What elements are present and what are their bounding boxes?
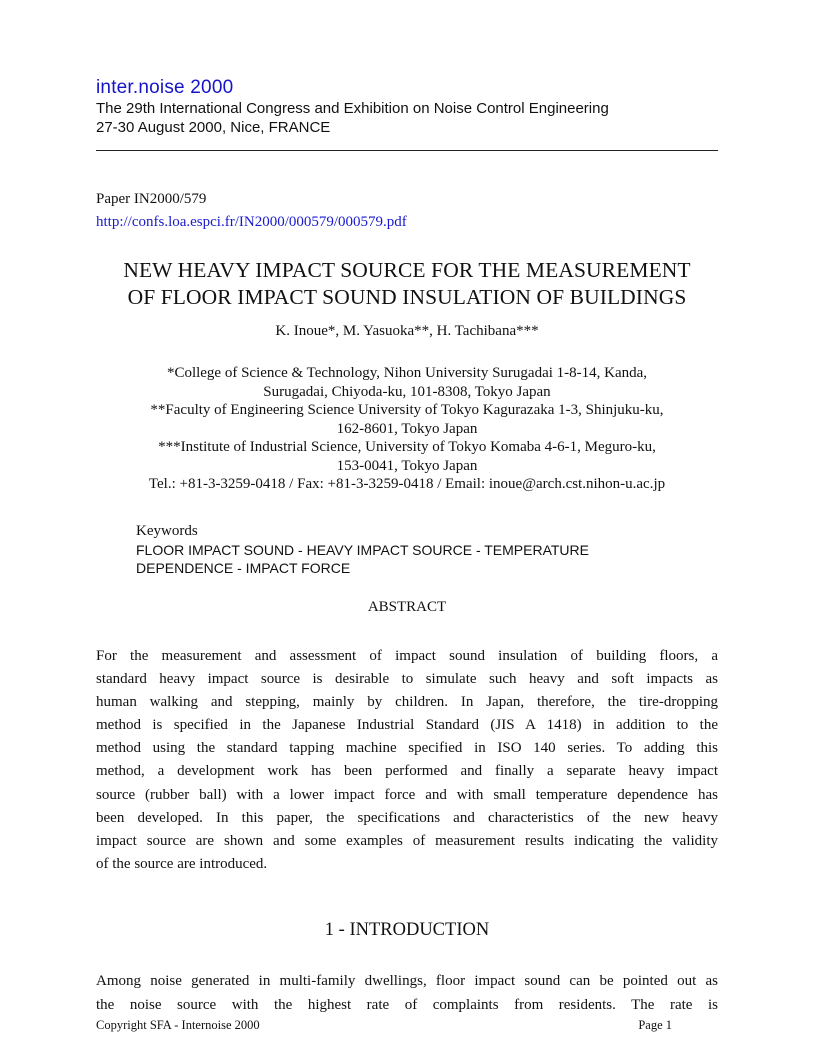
affiliation-line: **Faculty of Engineering Science University of Tokyo Kagurazaka 1-3, Shinjuku-ku, (150, 402, 664, 418)
abstract-line: impact source are shown and some examples of measurement results indicating the validity (96, 832, 718, 849)
abstract-text (96, 645, 718, 876)
affiliation-line: Surugadai, Chiyoda-ku, 101-8308, Tokyo Japan (263, 383, 551, 400)
footer-copyright: Copyright SFA - Internoise 2000 (96, 1018, 260, 1032)
title-line: NEW HEAVY IMPACT SOURCE FOR THE MEASUREMENT (123, 258, 691, 282)
introduction-line: Among noise generated in multi-family dwellings, floor impact sound can be pointed out as (96, 973, 718, 989)
abstract-line: source (rubber ball) with a lower impact force and with small temperature dependence has (96, 786, 718, 803)
paper-title (96, 257, 718, 311)
keywords-line: DEPENDENCE - IMPACT FORCE (136, 560, 351, 576)
paper-id: Paper IN2000/579 (96, 191, 207, 207)
keywords-block (136, 522, 589, 578)
header-divider (96, 150, 718, 151)
conference-name: inter.noise 2000 (96, 77, 234, 98)
paper-page (96, 0, 718, 1056)
affiliation-line: 153-0041, Tokyo Japan (336, 457, 478, 474)
introduction-line: the noise source with the highest rate of complaints from residents. The rate is (96, 996, 718, 1013)
abstract-line: For the measurement and assessment of impact sound insulation of building floors, a (96, 648, 718, 664)
congress-line: The 29th International Congress and Exhibition on Noise Control Engineering (96, 100, 609, 117)
authors: K. Inoue*, M. Yasuoka**, H. Tachibana*** (275, 323, 539, 339)
affiliation-line: *College of Science & Technology, Nihon University Surugadai 1-8-14, Kanda, (166, 365, 648, 381)
abstract-line: standard heavy impact source is desirable to simulate such heavy and soft impacts as (96, 671, 718, 688)
abstract-line: been developed. In this paper, the specifications and characteristics of the new heavy (96, 809, 718, 826)
footer-page-number: Page 1 (638, 1018, 672, 1032)
abstract-line: method, a development work has been performed and finally a separate heavy impact (96, 763, 718, 780)
title-line: OF FLOOR IMPACT SOUND INSULATION OF BUILDINGS (127, 285, 687, 309)
paper-url-link[interactable]: http://confs.loa.espci.fr/IN2000/000579/000579.pdf (96, 214, 407, 230)
contact-line: Tel.: +81-3-3259-0418 / Fax: +81-3-3259-0418 / Email: inoue@arch.cst.nihon-u.ac.jp (148, 476, 666, 492)
abstract-line: human walking and stepping, mainly by children. In Japan, therefore, the tire-dropping (96, 694, 718, 711)
abstract-heading: ABSTRACT (367, 599, 447, 615)
date-place-line: 27-30 August 2000, Nice, FRANCE (96, 119, 331, 136)
section-heading-introduction: 1 - INTRODUCTION (324, 920, 490, 940)
keywords-line: FLOOR IMPACT SOUND - HEAVY IMPACT SOURCE - TEMPERATURE (136, 541, 589, 558)
abstract-line: of the source are introduced. (96, 855, 268, 872)
affiliation-line: 162-8601, Tokyo Japan (336, 420, 478, 437)
abstract-line: method using the standard tapping machine specified in ISO 140 series. To adding this (96, 740, 718, 757)
affiliation-line: ***Institute of Industrial Science, University of Tokyo Komaba 4-6-1, Meguro-ku, (158, 439, 656, 455)
introduction-text (96, 970, 718, 1017)
affiliations (96, 364, 718, 494)
keywords-label: Keywords (136, 523, 198, 539)
abstract-line: method is specified in the Japanese Industrial Standard (JIS A 1418) in addition to the (96, 717, 718, 734)
